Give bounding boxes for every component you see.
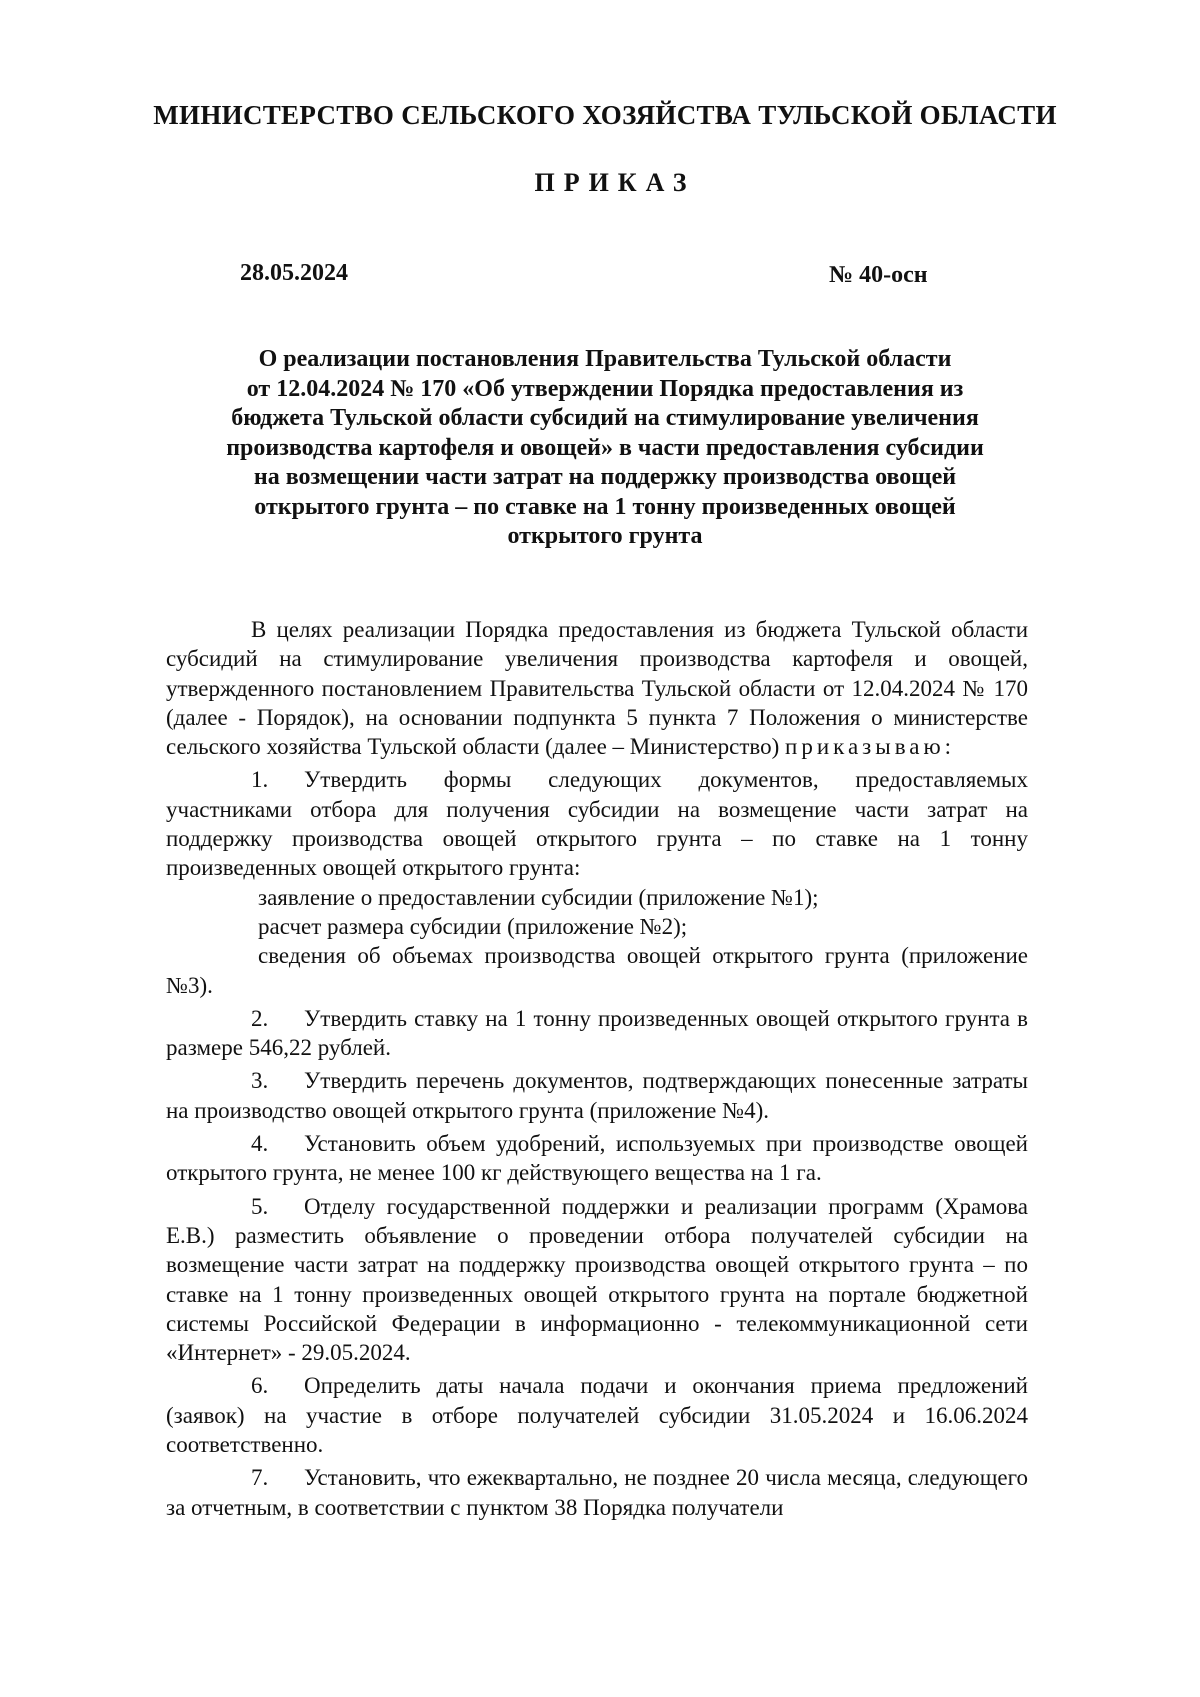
item-number: 6. bbox=[251, 1373, 269, 1399]
sub-item-application: заявление о предоставлении субсидии (приложение №1); bbox=[258, 884, 819, 910]
order-item-1 bbox=[166, 765, 1028, 882]
ministry-name: МИНИСТЕРСТВО СЕЛЬСКОГО ХОЗЯЙСТВА ТУЛЬСКОЙ ОБЛАСТИ bbox=[153, 100, 1057, 130]
order-date: 28.05.2024 bbox=[240, 260, 348, 286]
item-text: Утвердить перечень документов, подтверждающих понесенные затраты на производство овощей открытого грунта (приложение №4). bbox=[166, 1068, 1028, 1123]
order-item-3 bbox=[166, 1066, 1028, 1125]
order-item-7 bbox=[166, 1463, 1028, 1522]
item-text: Установить объем удобрений, используемых при производстве овощей открытого грунта, не менее 100 кг действующего вещества на 1 га. bbox=[166, 1131, 1028, 1186]
item-number: 4. bbox=[251, 1131, 269, 1157]
title-line: от 12.04.2024 № 170 «Об утверждении Порядка предоставления из bbox=[246, 375, 964, 402]
title-line: О реализации постановления Правительства Тульской области bbox=[258, 346, 952, 372]
item-text: Определить даты начала подачи и окончания приема предложений (заявок) на участие в отборе получателей субсидии 31.05.2024 и 16.06.2024 соответственно. bbox=[166, 1373, 1028, 1458]
item-text: Установить, что ежеквартально, не позднее 20 числа месяца, следующего за отчетным, в соответствии с пунктом 38 Порядка получатели bbox=[166, 1465, 1028, 1520]
item-text: Отделу государственной поддержки и реализации программ (Храмова Е.В.) разместить объявление о проведении отбора получателей субсидии на возмещение части затрат на поддержку производства овощей открытого грунта – по ставке на 1 тонну произведенных овощей открытого грунта на портале бюджетной системы Российской Федерации в информационно - телекоммуникационной сети «Интернет» - 29.05.2024. bbox=[166, 1193, 1028, 1366]
decree-word: приказываю: bbox=[785, 734, 956, 760]
order-number: № 40-осн bbox=[829, 262, 928, 288]
title-line: производства картофеля и овощей» в части предоставления субсидии bbox=[226, 434, 984, 461]
item-text: Утвердить формы следующих документов, предоставляемых участниками отбора для получения субсидии на возмещение части затрат на поддержку производства овощей открытого грунта – по ставке на 1 тонну произведенных овощей открытого грунта: bbox=[166, 767, 1028, 881]
title-line: на возмещении части затрат на поддержку производства овощей bbox=[253, 464, 957, 490]
title-line: открытого грунта bbox=[507, 523, 703, 549]
order-item-4 bbox=[166, 1129, 1028, 1188]
item-number: 7. bbox=[251, 1465, 269, 1491]
item-text: Утвердить ставку на 1 тонну произведенных овощей открытого грунта в размере 546,22 рублей. bbox=[166, 1005, 1028, 1061]
item-number: 5. bbox=[251, 1193, 269, 1219]
order-body bbox=[166, 615, 1028, 1522]
item-number: 1. bbox=[251, 767, 269, 793]
sub-item-calculation: расчет размера субсидии (приложение №2); bbox=[258, 913, 688, 939]
order-heading: ПРИКАЗ bbox=[534, 168, 696, 197]
item-number: 2. bbox=[251, 1005, 269, 1031]
item-number: 3. bbox=[251, 1068, 269, 1094]
order-title bbox=[150, 345, 1060, 552]
order-item-2 bbox=[166, 1004, 1028, 1063]
title-line: открытого грунта – по ставке на 1 тонну произведенных овощей bbox=[254, 493, 956, 520]
sub-item-production-volumes: сведения об объемах производства овощей открытого грунта (приложение №3). bbox=[166, 943, 1028, 998]
order-item-6 bbox=[166, 1371, 1028, 1459]
intro-paragraph bbox=[166, 615, 1028, 761]
intro-text: В целях реализации Порядка предоставления из бюджета Тульской области субсидий на стимулирование увеличения производства картофеля и овощей, утвержденного постановлением Правительства Тульской области от 12.04.2024 № 170 (далее - Порядок), на основании подпункта 5 пункта 7 Положения о министерстве сельского хозяйства Тульской области (далее – Министерство) bbox=[166, 617, 1028, 760]
title-line: бюджета Тульской области субсидий на стимулирование увеличения bbox=[231, 405, 979, 431]
order-item-5 bbox=[166, 1192, 1028, 1368]
